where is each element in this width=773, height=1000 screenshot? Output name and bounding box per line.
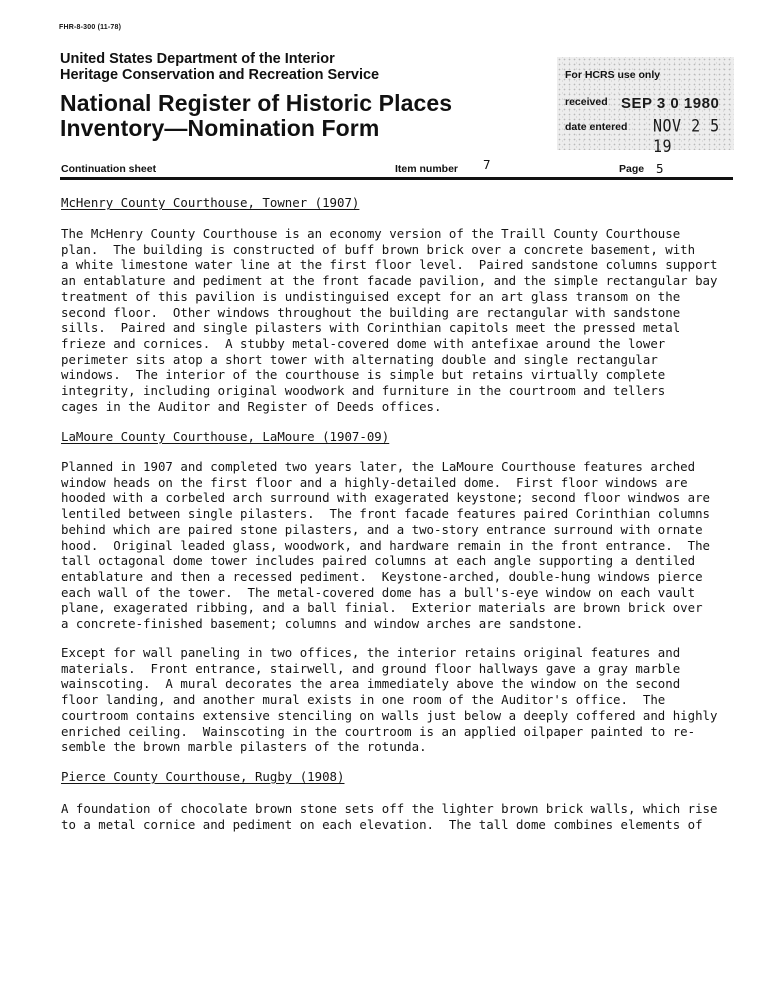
date-entered-stamp: NOV 2 5 19	[653, 115, 720, 157]
hcrs-use-only-stamp	[557, 57, 734, 157]
section-paragraph-mchenry: The McHenry County Courthouse is an economy version of the Traill County Courthouse plan. The building is constructed of buff brown brick over a concrete basement, with a white limestone water line at the first floor level. Paired sandstone columns support an entablature and pediment at the front facade pavilion, and the simple rectangular bay treatment of this pavilion is undistinguised except for an art glass transom on the second floor. Other windows throughout the building are rectangular with sandstone sills. Paired and single pilasters with Corinthian capitols meet the pressed metal frieze and cornices. A stubby metal-covered dome with antefixae around the lower perimeter sits atop a short tower with alternating double and single rectangular windows. The interior of the courthouse is simple but retains virtually complete integrity, including original woodwork and furniture in the courtroom and tellers cages in the Auditor and Register of Deeds offices.	[61, 226, 718, 414]
hcrs-use-only-label: For HCRS use only	[565, 69, 661, 81]
item-number-value: 7	[483, 157, 491, 172]
date-entered-label: date entered	[565, 121, 628, 133]
received-label: received	[565, 96, 608, 108]
section-paragraph-pierce: A foundation of chocolate brown stone sets off the lighter brown brick walls, which rise to a metal cornice and pediment on each elevation. The tall dome combines elements of	[61, 801, 718, 832]
continuation-sheet-row	[60, 157, 733, 178]
section-paragraph-lamoure-interior: Except for wall paneling in two offices, the interior retains original features and materials. Front entrance, stairwell, and ground floor hallways gave a gray marble wainscoting. A mural decorates the area immediately above the window on the second floor landing, and another mural exists in one room of the Auditor's office. The courtroom contains extensive stenciling on walls just below a deeply coffered and highly enriched ceiling. Wainscoting in the courtroom is an applied oilpaper painted to re- semble the brown marble pilasters of the rotunda.	[61, 645, 718, 755]
agency-block	[60, 51, 379, 83]
section-heading-pierce: Pierce County Courthouse, Rugby (1908)	[61, 769, 345, 784]
form-code: FHR-8-300 (11-78)	[59, 24, 122, 31]
received-date-stamp: SEP 3 0 1980	[621, 95, 720, 112]
agency-service: Heritage Conservation and Recreation Service	[60, 67, 380, 83]
item-number-label: Item number	[395, 163, 459, 175]
form-title-line1: National Register of Historic Places	[60, 90, 453, 116]
continuation-sheet-label: Continuation sheet	[61, 163, 157, 175]
page-number-value: 5	[656, 161, 664, 176]
header-rule	[60, 177, 733, 180]
section-heading-lamoure: LaMoure County Courthouse, LaMoure (1907-09)	[61, 429, 390, 444]
section-heading-mchenry: McHenry County Courthouse, Towner (1907)	[61, 195, 360, 210]
section-paragraph-lamoure-exterior: Planned in 1907 and completed two years later, the LaMoure Courthouse features arched window heads on the first floor and a highly-detailed dome. First floor windows are hooded with a corbeled arch surround with exagerated keystone; second floor windwos are lentiled between single pilasters. The front facade features paired Corinthian columns behind which are paired stone pilasters, and a two-story entrance surround with ornate hood. Original leaded glass, woodwork, and hardware remain in the front entrance. The tall octagonal dome tower includes paired columns at each angle supporting a dentiled entablature and then a recessed pediment. Keystone-arched, double-hung windows pierce each wall of the tower. The metal-covered dome has a bull's-eye window on each vault plane, exagerated ribbing, and a ball finial. Exterior materials are brown brick over a concrete-finished basement; columns and window arches are sandstone.	[61, 459, 711, 632]
agency-name: United States Department of the Interior	[60, 51, 335, 67]
form-title-line2: Inventory—Nomination Form	[60, 115, 380, 141]
page-label: Page	[619, 163, 645, 175]
form-title	[60, 91, 452, 141]
